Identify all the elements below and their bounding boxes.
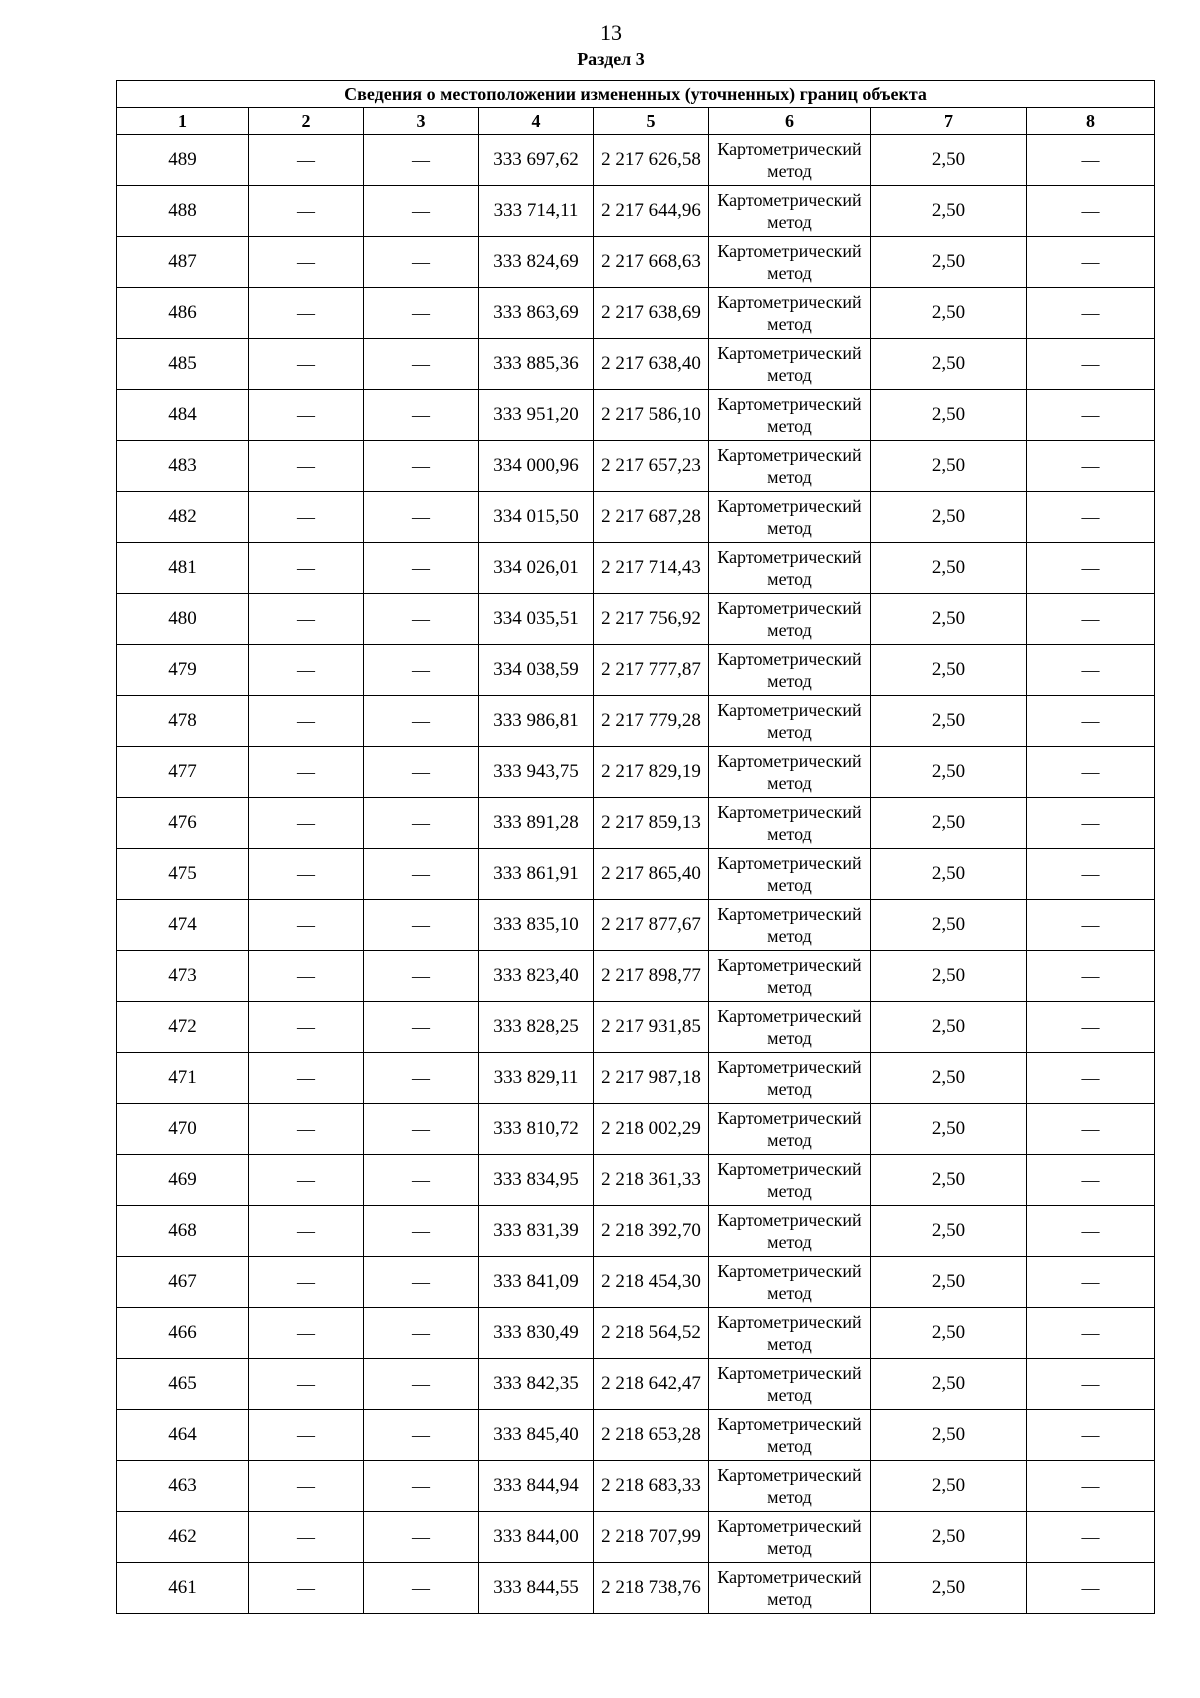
column-number-1: 1 xyxy=(117,108,249,135)
accuracy-cell: 2,50 xyxy=(871,696,1027,747)
method-cell: Картометрический метод xyxy=(709,1053,871,1104)
coordinate-x-cell: 333 835,10 xyxy=(479,900,594,951)
empty-value-cell: — xyxy=(364,1410,479,1461)
empty-value-cell: — xyxy=(249,1104,364,1155)
accuracy-cell: 2,50 xyxy=(871,135,1027,186)
coordinate-x-cell: 333 714,11 xyxy=(479,186,594,237)
coordinate-y-cell: 2 217 859,13 xyxy=(594,798,709,849)
point-number-cell: 474 xyxy=(117,900,249,951)
empty-value-cell: — xyxy=(364,1104,479,1155)
accuracy-cell: 2,50 xyxy=(871,645,1027,696)
accuracy-cell: 2,50 xyxy=(871,186,1027,237)
point-number-cell: 475 xyxy=(117,849,249,900)
table-row xyxy=(117,1512,1155,1563)
empty-value-cell: — xyxy=(249,441,364,492)
point-number-cell: 484 xyxy=(117,390,249,441)
empty-value-cell: — xyxy=(1027,237,1155,288)
table-row xyxy=(117,594,1155,645)
empty-value-cell: — xyxy=(364,747,479,798)
coordinate-x-cell: 333 834,95 xyxy=(479,1155,594,1206)
coordinate-x-cell: 333 844,94 xyxy=(479,1461,594,1512)
empty-value-cell: — xyxy=(249,1359,364,1410)
accuracy-cell: 2,50 xyxy=(871,747,1027,798)
empty-value-cell: — xyxy=(249,288,364,339)
method-cell: Картометрический метод xyxy=(709,288,871,339)
empty-value-cell: — xyxy=(249,339,364,390)
empty-value-cell: — xyxy=(1027,1461,1155,1512)
coordinate-x-cell: 333 891,28 xyxy=(479,798,594,849)
empty-value-cell: — xyxy=(364,441,479,492)
coordinate-y-cell: 2 218 683,33 xyxy=(594,1461,709,1512)
coordinate-y-cell: 2 218 738,76 xyxy=(594,1563,709,1614)
method-cell: Картометрический метод xyxy=(709,1155,871,1206)
coordinate-x-cell: 333 863,69 xyxy=(479,288,594,339)
accuracy-cell: 2,50 xyxy=(871,1461,1027,1512)
empty-value-cell: — xyxy=(249,1410,364,1461)
method-cell: Картометрический метод xyxy=(709,1563,871,1614)
coordinate-x-cell: 333 841,09 xyxy=(479,1257,594,1308)
coordinate-x-cell: 333 828,25 xyxy=(479,1002,594,1053)
method-cell: Картометрический метод xyxy=(709,1461,871,1512)
point-number-cell: 467 xyxy=(117,1257,249,1308)
empty-value-cell: — xyxy=(1027,1410,1155,1461)
empty-value-cell: — xyxy=(1027,1053,1155,1104)
coordinate-y-cell: 2 217 586,10 xyxy=(594,390,709,441)
point-number-cell: 470 xyxy=(117,1104,249,1155)
accuracy-cell: 2,50 xyxy=(871,1104,1027,1155)
coordinate-x-cell: 333 824,69 xyxy=(479,237,594,288)
empty-value-cell: — xyxy=(249,1308,364,1359)
empty-value-cell: — xyxy=(1027,900,1155,951)
empty-value-cell: — xyxy=(249,798,364,849)
table-row xyxy=(117,747,1155,798)
table-row xyxy=(117,339,1155,390)
empty-value-cell: — xyxy=(364,1461,479,1512)
empty-value-cell: — xyxy=(364,1308,479,1359)
empty-value-cell: — xyxy=(1027,696,1155,747)
empty-value-cell: — xyxy=(364,339,479,390)
method-cell: Картометрический метод xyxy=(709,1512,871,1563)
empty-value-cell: — xyxy=(364,1359,479,1410)
point-number-cell: 461 xyxy=(117,1563,249,1614)
point-number-cell: 466 xyxy=(117,1308,249,1359)
accuracy-cell: 2,50 xyxy=(871,798,1027,849)
point-number-cell: 463 xyxy=(117,1461,249,1512)
coordinate-x-cell: 333 810,72 xyxy=(479,1104,594,1155)
method-cell: Картометрический метод xyxy=(709,135,871,186)
coordinate-y-cell: 2 218 454,30 xyxy=(594,1257,709,1308)
empty-value-cell: — xyxy=(364,1512,479,1563)
accuracy-cell: 2,50 xyxy=(871,1563,1027,1614)
coordinate-x-cell: 333 861,91 xyxy=(479,849,594,900)
empty-value-cell: — xyxy=(1027,849,1155,900)
method-cell: Картометрический метод xyxy=(709,237,871,288)
table-caption: Сведения о местоположении измененных (уточненных) границ объекта xyxy=(117,81,1155,108)
empty-value-cell: — xyxy=(249,1206,364,1257)
method-cell: Картометрический метод xyxy=(709,1002,871,1053)
method-cell: Картометрический метод xyxy=(709,441,871,492)
coordinate-x-cell: 333 831,39 xyxy=(479,1206,594,1257)
column-number-4: 4 xyxy=(479,108,594,135)
empty-value-cell: — xyxy=(249,390,364,441)
point-number-cell: 488 xyxy=(117,186,249,237)
empty-value-cell: — xyxy=(249,1563,364,1614)
column-number-row xyxy=(117,108,1155,135)
accuracy-cell: 2,50 xyxy=(871,1155,1027,1206)
empty-value-cell: — xyxy=(364,1206,479,1257)
empty-value-cell: — xyxy=(249,900,364,951)
accuracy-cell: 2,50 xyxy=(871,288,1027,339)
point-number-cell: 489 xyxy=(117,135,249,186)
empty-value-cell: — xyxy=(249,849,364,900)
empty-value-cell: — xyxy=(249,747,364,798)
point-number-cell: 486 xyxy=(117,288,249,339)
empty-value-cell: — xyxy=(1027,1563,1155,1614)
empty-value-cell: — xyxy=(249,492,364,543)
column-number-5: 5 xyxy=(594,108,709,135)
accuracy-cell: 2,50 xyxy=(871,951,1027,1002)
point-number-cell: 476 xyxy=(117,798,249,849)
coordinate-y-cell: 2 217 756,92 xyxy=(594,594,709,645)
empty-value-cell: — xyxy=(1027,288,1155,339)
section-title: Раздел 3 xyxy=(577,49,645,69)
method-cell: Картометрический метод xyxy=(709,1308,871,1359)
table-row xyxy=(117,900,1155,951)
method-cell: Картометрический метод xyxy=(709,900,871,951)
coordinate-y-cell: 2 217 687,28 xyxy=(594,492,709,543)
table-row xyxy=(117,798,1155,849)
method-cell: Картометрический метод xyxy=(709,951,871,1002)
point-number-cell: 477 xyxy=(117,747,249,798)
empty-value-cell: — xyxy=(1027,798,1155,849)
coordinate-x-cell: 334 015,50 xyxy=(479,492,594,543)
table-row xyxy=(117,645,1155,696)
empty-value-cell: — xyxy=(364,900,479,951)
empty-value-cell: — xyxy=(364,594,479,645)
accuracy-cell: 2,50 xyxy=(871,441,1027,492)
boundary-coordinates-table xyxy=(116,80,1155,1614)
empty-value-cell: — xyxy=(364,288,479,339)
table-row xyxy=(117,390,1155,441)
column-number-6: 6 xyxy=(709,108,871,135)
coordinate-y-cell: 2 217 626,58 xyxy=(594,135,709,186)
coordinate-y-cell: 2 217 657,23 xyxy=(594,441,709,492)
coordinate-x-cell: 334 000,96 xyxy=(479,441,594,492)
accuracy-cell: 2,50 xyxy=(871,849,1027,900)
point-number-cell: 487 xyxy=(117,237,249,288)
method-cell: Картометрический метод xyxy=(709,1206,871,1257)
empty-value-cell: — xyxy=(1027,1104,1155,1155)
empty-value-cell: — xyxy=(1027,441,1155,492)
accuracy-cell: 2,50 xyxy=(871,237,1027,288)
point-number-cell: 464 xyxy=(117,1410,249,1461)
empty-value-cell: — xyxy=(1027,1002,1155,1053)
empty-value-cell: — xyxy=(364,186,479,237)
empty-value-cell: — xyxy=(249,186,364,237)
point-number-cell: 483 xyxy=(117,441,249,492)
empty-value-cell: — xyxy=(1027,135,1155,186)
coordinate-x-cell: 333 842,35 xyxy=(479,1359,594,1410)
point-number-cell: 480 xyxy=(117,594,249,645)
point-number-cell: 469 xyxy=(117,1155,249,1206)
empty-value-cell: — xyxy=(249,1053,364,1104)
point-number-cell: 472 xyxy=(117,1002,249,1053)
table-row xyxy=(117,1257,1155,1308)
empty-value-cell: — xyxy=(1027,1359,1155,1410)
accuracy-cell: 2,50 xyxy=(871,492,1027,543)
coordinate-y-cell: 2 217 714,43 xyxy=(594,543,709,594)
table-row xyxy=(117,1410,1155,1461)
accuracy-cell: 2,50 xyxy=(871,390,1027,441)
table-row xyxy=(117,1002,1155,1053)
empty-value-cell: — xyxy=(364,1563,479,1614)
accuracy-cell: 2,50 xyxy=(871,900,1027,951)
empty-value-cell: — xyxy=(249,1512,364,1563)
coordinate-x-cell: 333 943,75 xyxy=(479,747,594,798)
point-number-cell: 473 xyxy=(117,951,249,1002)
column-number-7: 7 xyxy=(871,108,1027,135)
empty-value-cell: — xyxy=(249,951,364,1002)
empty-value-cell: — xyxy=(364,492,479,543)
coordinate-x-cell: 333 697,62 xyxy=(479,135,594,186)
coordinate-y-cell: 2 217 777,87 xyxy=(594,645,709,696)
empty-value-cell: — xyxy=(1027,1257,1155,1308)
empty-value-cell: — xyxy=(364,951,479,1002)
point-number-cell: 462 xyxy=(117,1512,249,1563)
method-cell: Картометрический метод xyxy=(709,696,871,747)
accuracy-cell: 2,50 xyxy=(871,1359,1027,1410)
empty-value-cell: — xyxy=(1027,951,1155,1002)
table-row xyxy=(117,543,1155,594)
point-number-cell: 481 xyxy=(117,543,249,594)
empty-value-cell: — xyxy=(364,1002,479,1053)
coordinate-y-cell: 2 217 865,40 xyxy=(594,849,709,900)
accuracy-cell: 2,50 xyxy=(871,339,1027,390)
method-cell: Картометрический метод xyxy=(709,645,871,696)
table-row xyxy=(117,1359,1155,1410)
coordinate-y-cell: 2 217 668,63 xyxy=(594,237,709,288)
accuracy-cell: 2,50 xyxy=(871,1206,1027,1257)
point-number-cell: 465 xyxy=(117,1359,249,1410)
coordinate-y-cell: 2 217 638,40 xyxy=(594,339,709,390)
coordinate-x-cell: 333 844,00 xyxy=(479,1512,594,1563)
accuracy-cell: 2,50 xyxy=(871,543,1027,594)
method-cell: Картометрический метод xyxy=(709,594,871,645)
coordinate-y-cell: 2 218 653,28 xyxy=(594,1410,709,1461)
empty-value-cell: — xyxy=(364,696,479,747)
coordinate-y-cell: 2 217 898,77 xyxy=(594,951,709,1002)
table-row xyxy=(117,1206,1155,1257)
empty-value-cell: — xyxy=(249,543,364,594)
table-row xyxy=(117,1053,1155,1104)
table-row xyxy=(117,288,1155,339)
method-cell: Картометрический метод xyxy=(709,1410,871,1461)
empty-value-cell: — xyxy=(249,645,364,696)
point-number-cell: 468 xyxy=(117,1206,249,1257)
table-row xyxy=(117,1155,1155,1206)
accuracy-cell: 2,50 xyxy=(871,1410,1027,1461)
accuracy-cell: 2,50 xyxy=(871,1308,1027,1359)
empty-value-cell: — xyxy=(364,135,479,186)
column-number-2: 2 xyxy=(249,108,364,135)
empty-value-cell: — xyxy=(364,1155,479,1206)
table-body xyxy=(117,135,1155,1614)
page-number: 13 xyxy=(600,20,622,45)
coordinate-y-cell: 2 217 829,19 xyxy=(594,747,709,798)
table-row xyxy=(117,237,1155,288)
table-row xyxy=(117,1461,1155,1512)
table-row xyxy=(117,1104,1155,1155)
table-row xyxy=(117,492,1155,543)
empty-value-cell: — xyxy=(1027,594,1155,645)
method-cell: Картометрический метод xyxy=(709,390,871,441)
empty-value-cell: — xyxy=(1027,543,1155,594)
empty-value-cell: — xyxy=(364,543,479,594)
coordinate-x-cell: 333 951,20 xyxy=(479,390,594,441)
table-row xyxy=(117,186,1155,237)
coordinate-y-cell: 2 218 392,70 xyxy=(594,1206,709,1257)
empty-value-cell: — xyxy=(1027,339,1155,390)
method-cell: Картометрический метод xyxy=(709,186,871,237)
coordinate-y-cell: 2 218 707,99 xyxy=(594,1512,709,1563)
method-cell: Картометрический метод xyxy=(709,543,871,594)
empty-value-cell: — xyxy=(1027,1155,1155,1206)
table-row xyxy=(117,696,1155,747)
accuracy-cell: 2,50 xyxy=(871,1053,1027,1104)
method-cell: Картометрический метод xyxy=(709,492,871,543)
column-number-8: 8 xyxy=(1027,108,1155,135)
method-cell: Картометрический метод xyxy=(709,1257,871,1308)
coordinate-x-cell: 333 829,11 xyxy=(479,1053,594,1104)
coordinate-x-cell: 333 885,36 xyxy=(479,339,594,390)
coordinate-x-cell: 333 986,81 xyxy=(479,696,594,747)
empty-value-cell: — xyxy=(364,798,479,849)
empty-value-cell: — xyxy=(364,390,479,441)
empty-value-cell: — xyxy=(364,849,479,900)
empty-value-cell: — xyxy=(1027,645,1155,696)
point-number-cell: 471 xyxy=(117,1053,249,1104)
empty-value-cell: — xyxy=(364,1257,479,1308)
accuracy-cell: 2,50 xyxy=(871,1512,1027,1563)
method-cell: Картометрический метод xyxy=(709,1359,871,1410)
empty-value-cell: — xyxy=(364,645,479,696)
empty-value-cell: — xyxy=(1027,492,1155,543)
empty-value-cell: — xyxy=(249,237,364,288)
coordinate-y-cell: 2 217 638,69 xyxy=(594,288,709,339)
coordinate-y-cell: 2 217 779,28 xyxy=(594,696,709,747)
empty-value-cell: — xyxy=(1027,1308,1155,1359)
table-row xyxy=(117,441,1155,492)
point-number-cell: 479 xyxy=(117,645,249,696)
coordinate-y-cell: 2 218 361,33 xyxy=(594,1155,709,1206)
table-row xyxy=(117,1563,1155,1614)
coordinate-y-cell: 2 218 002,29 xyxy=(594,1104,709,1155)
accuracy-cell: 2,50 xyxy=(871,1002,1027,1053)
table-row xyxy=(117,1308,1155,1359)
empty-value-cell: — xyxy=(1027,747,1155,798)
empty-value-cell: — xyxy=(249,696,364,747)
coordinate-x-cell: 334 026,01 xyxy=(479,543,594,594)
coordinate-x-cell: 333 830,49 xyxy=(479,1308,594,1359)
accuracy-cell: 2,50 xyxy=(871,594,1027,645)
column-number-3: 3 xyxy=(364,108,479,135)
table-row xyxy=(117,951,1155,1002)
coordinate-y-cell: 2 217 644,96 xyxy=(594,186,709,237)
method-cell: Картометрический метод xyxy=(709,339,871,390)
empty-value-cell: — xyxy=(1027,1206,1155,1257)
empty-value-cell: — xyxy=(249,1002,364,1053)
method-cell: Картометрический метод xyxy=(709,747,871,798)
empty-value-cell: — xyxy=(1027,186,1155,237)
coordinate-y-cell: 2 217 987,18 xyxy=(594,1053,709,1104)
coordinate-x-cell: 333 844,55 xyxy=(479,1563,594,1614)
table-row xyxy=(117,849,1155,900)
point-number-cell: 485 xyxy=(117,339,249,390)
table-row xyxy=(117,135,1155,186)
empty-value-cell: — xyxy=(249,1461,364,1512)
coordinate-y-cell: 2 217 877,67 xyxy=(594,900,709,951)
empty-value-cell: — xyxy=(364,237,479,288)
empty-value-cell: — xyxy=(1027,1512,1155,1563)
empty-value-cell: — xyxy=(249,1257,364,1308)
method-cell: Картометрический метод xyxy=(709,849,871,900)
coordinate-x-cell: 334 038,59 xyxy=(479,645,594,696)
empty-value-cell: — xyxy=(364,1053,479,1104)
point-number-cell: 478 xyxy=(117,696,249,747)
empty-value-cell: — xyxy=(249,1155,364,1206)
coordinate-y-cell: 2 217 931,85 xyxy=(594,1002,709,1053)
empty-value-cell: — xyxy=(249,135,364,186)
empty-value-cell: — xyxy=(249,594,364,645)
coordinate-x-cell: 333 823,40 xyxy=(479,951,594,1002)
coordinate-x-cell: 333 845,40 xyxy=(479,1410,594,1461)
method-cell: Картометрический метод xyxy=(709,798,871,849)
point-number-cell: 482 xyxy=(117,492,249,543)
method-cell: Картометрический метод xyxy=(709,1104,871,1155)
coordinate-y-cell: 2 218 642,47 xyxy=(594,1359,709,1410)
coordinate-y-cell: 2 218 564,52 xyxy=(594,1308,709,1359)
empty-value-cell: — xyxy=(1027,390,1155,441)
accuracy-cell: 2,50 xyxy=(871,1257,1027,1308)
coordinate-x-cell: 334 035,51 xyxy=(479,594,594,645)
